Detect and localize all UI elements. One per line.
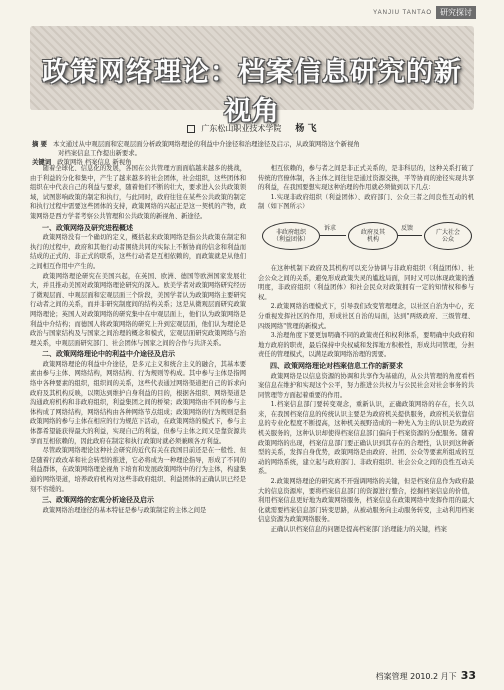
diagram-node-public: 广大社会 公众 [424,222,472,250]
paragraph: 在这种机制下政府及其机构可以充分协调与非政府组织（利益团体）、社会公众之间的关系，避免形成政策失灵的尴尬局面，同时又可以体现政策的透明度，非政府组织（利益团体）和社会民众对政策拥有一定的知情权和参与权。 [258,264,474,301]
section-heading: 一、政策网络及研究进程概述 [42,222,133,232]
article-title: 政策网络理论：档案信息研究的新视角 [42,57,462,127]
paragraph: 随着全球化、信息化的发展，各国在公共管理方面面临越来越多的挑战，由于利益的分化和集中，产生了越来越多的社会团体，社会组织，这些团体和组织在中代表自己的利益与要求，随着他们不断的壮大，要求进入公共政策领域，试图影响政策的制定和执行，与此同时，政府往往在某些公共政策的制定和执行过程中需要这些团体的支持，政策网络的兴起正是这一契机的产物，政策网络是西方学者考察公共管理和公共政策的新视角、新途径。 [30,165,246,220]
paragraph: 政策网络没有一个确切的定义，概括起来政策网络是指公共政策在制定和执行的过程中，政府和其他行动者围绕共同的实际上不断协商的信念和利益而结成的正式的、非正式的联系，这些行动者是互相依赖的，而政策就是从他们之间相互作用中产生的。 [30,234,246,270]
paragraph: 2.政策网络治理模式下，引导我们改变管理理念，以社区自治为中心，充分重视发挥社区的作用，形成社区自治的局面，达到"两级政府、三级管理、四级网络"管理的新模式。 [258,303,474,330]
section-heading: 三、政策网络的宏观分析途径及启示 [42,495,154,505]
interaction-diagram [258,214,474,260]
journal-issue: 档案管理 2010.2 月下 [375,672,457,681]
abstract-label: 摘 要 [32,140,48,148]
diagram-arrow-label-left: 诉求 [324,224,337,232]
arrow-icon [398,235,422,236]
affiliation: 广东松山职业技术学院 [201,124,282,133]
paragraph: 1.实现非政府组织（利益团体）、政府部门、公众三者之间良性互动的机制（如下图所示） [258,193,474,211]
section-tag: 研究探讨 [436,6,476,19]
diagram-node-ngo: 非政府组织 （利益团体） [262,222,320,250]
paragraph: 相互依赖的，参与者之间是非正式关系的，是非科层的，这种关系打破了传统的官僚体制，各主体之间往往是通过资源交换，平等协商的途径实现共享的利益，在我国要想实现这种治理的作用就必须做到以下几点： [258,165,474,192]
paragraph: 尽管政策网络理论这种社会研究的近代有关在我国目前还是在一般性、但是随着行政改革和社会转型的推进，它必将成为一种理论指导，形成了不同的利益群体，在政策网络理论视角下培育和发展政策网络中的行为主体，构建集通的网络渠道，培养政府机构对这些非政府组织、利益团体的正确认识已经是刻不容缓的。 [30,447,246,493]
journal-header [373,6,476,19]
paragraph: 3.治理角度下要更加明确不同的政策责任和权利体系，要明确中央政府和地方政府的职责，最后保持中央权威和发挥地方积极性，形成共同管理，分担责任的管理模式，以满足政策网络治理的需要。 [258,332,474,359]
diagram-node-government: 政府及其 机构 [348,222,398,250]
abstract-text-2: 对档案信息工作提出新要求。 [58,149,142,157]
author: 杨 飞 [295,124,317,134]
paragraph: 政策网络理论研究在美国兴起，在英国、欧洲、德国等欧洲国家发展壮大，并且推动美国对政策网络理论研究的深入。欧美学者对政策网络研究经历了微观层面、中观层面和宏观层面三个阶段，美国学者认为政策网络主要研究行动者之间的关系，而并非研究制度间的结构关系；这是从微观层面研究政策网络理论；英国人对政策网络的研究集中在中观层面上，他们认为政策网络是利益中介结构；而德国人将政策网络的研究上升到宏观层面，他们认为理论是政治与国家结构及与国家之间治理的概念和模式，宏观层面研究政策网络与治理关系，中观层面研究部门、社会团体与国家之间的合作与共济关系。 [30,272,246,347]
paragraph: 政策网络理论的利益中介途径，是多元主义和统合主义的融合，其基本要素由参与主体、网络结构，网络结构、行为规则等构成。其中参与主体是指网络中各种要素的组织，组织间的关系，这些代表通过网络渠道把自己的诉求向政府及其机构反映，以期达到维护自身利益的目的，根据各组织、网络渠道是沟通政府机构和非政府组织，利益集团之间的桥梁；政策网络由不同的参与主体构成了网络结构，网络结构由各种网络节点组成；政策网络的行为规则是指政策网络的参与主体在相应的行为规范下活动，在政策网络的模式下，参与主体都希望能获得最大的利益，实现自己的利益，但参与主体之间又是靠资源共享而互相依赖的，因此政府在制定和执行政策时就必须兼顾各方利益。 [30,360,246,445]
arrow-icon [320,235,346,236]
keywords-label: 关键词 [32,158,52,166]
left-column [30,164,246,515]
page-footer [376,669,476,682]
paragraph: 政策网络是以信息资源的协调和共享作为基础的，从公共管理的角度看档案信息在维护和实现这个公平，努力推进公共权力与公民社会对社会事务的共同管理等方面起着重要的作用。 [258,372,474,399]
section-heading: 二、政策网络理论中的利益中介途径及启示 [42,349,175,359]
square-bullet-icon [187,125,195,133]
abstract-text-1: 本文通过从中观层面和宏观层面分析政策网络理论的利益中介途径和治理途径及启示，从政策网络这个新视角 [53,140,360,148]
keywords: 政策网络 档案信息 新视角 [57,158,132,166]
title-banner [30,26,474,127]
paragraph: 2.政策网络理论的研究离不开强调网络的关键，但是档案信息作为政府最大的信息资源库，要将档案信息部门的资源进行整合，挖掘档案信息的价值，利用档案信息更好地为政策网络服务，档案信息在政策网络中发挥作用的最大化就需要档案信息部门转变思路，从被动服务向主动服务转变，主动利用档案信息资源为政策网络服务。 [258,478,474,524]
paragraph: 正确认识档案信息的问题是提高档案部门治理能力的关键，档案 [270,526,447,533]
section-heading: 四、政策网络理论对档案信息工作的新要求 [270,360,403,370]
page-number: 33 [460,669,476,682]
diagram-arrow-label-right: 反馈 [401,224,414,232]
journal-english-name: YANJIU TANTAO [373,9,432,16]
paragraph: 政策网络治理途径的基本特征是参与政策制定的主体之间是 [42,506,207,514]
right-column [258,164,474,535]
abstract-block [32,140,472,167]
paragraph: 1.档案信息部门要转变观念，重新认识，正确政策网络的存在，长久以来，在我国档案信息的传统认识主要是为政府机关提供服务，政府机关依靠信息的专业化程度不断提高，这种机关视野造成的一种先入为主的认识是为政府机关服务的，这种认识却使得档案信息部门偏向于档案资源的分配服务。随着政策网络的出现，档案信息部门要正确认识到其存在的合理性，认识到这种新型的关系，发挥自身优势，政策网络是由政府、社团、公众等要素所组成的互动的网络系统，建立起与政府部门、非政府组织、社会公众之间的良性互动关系。 [258,401,474,476]
byline [0,121,504,134]
